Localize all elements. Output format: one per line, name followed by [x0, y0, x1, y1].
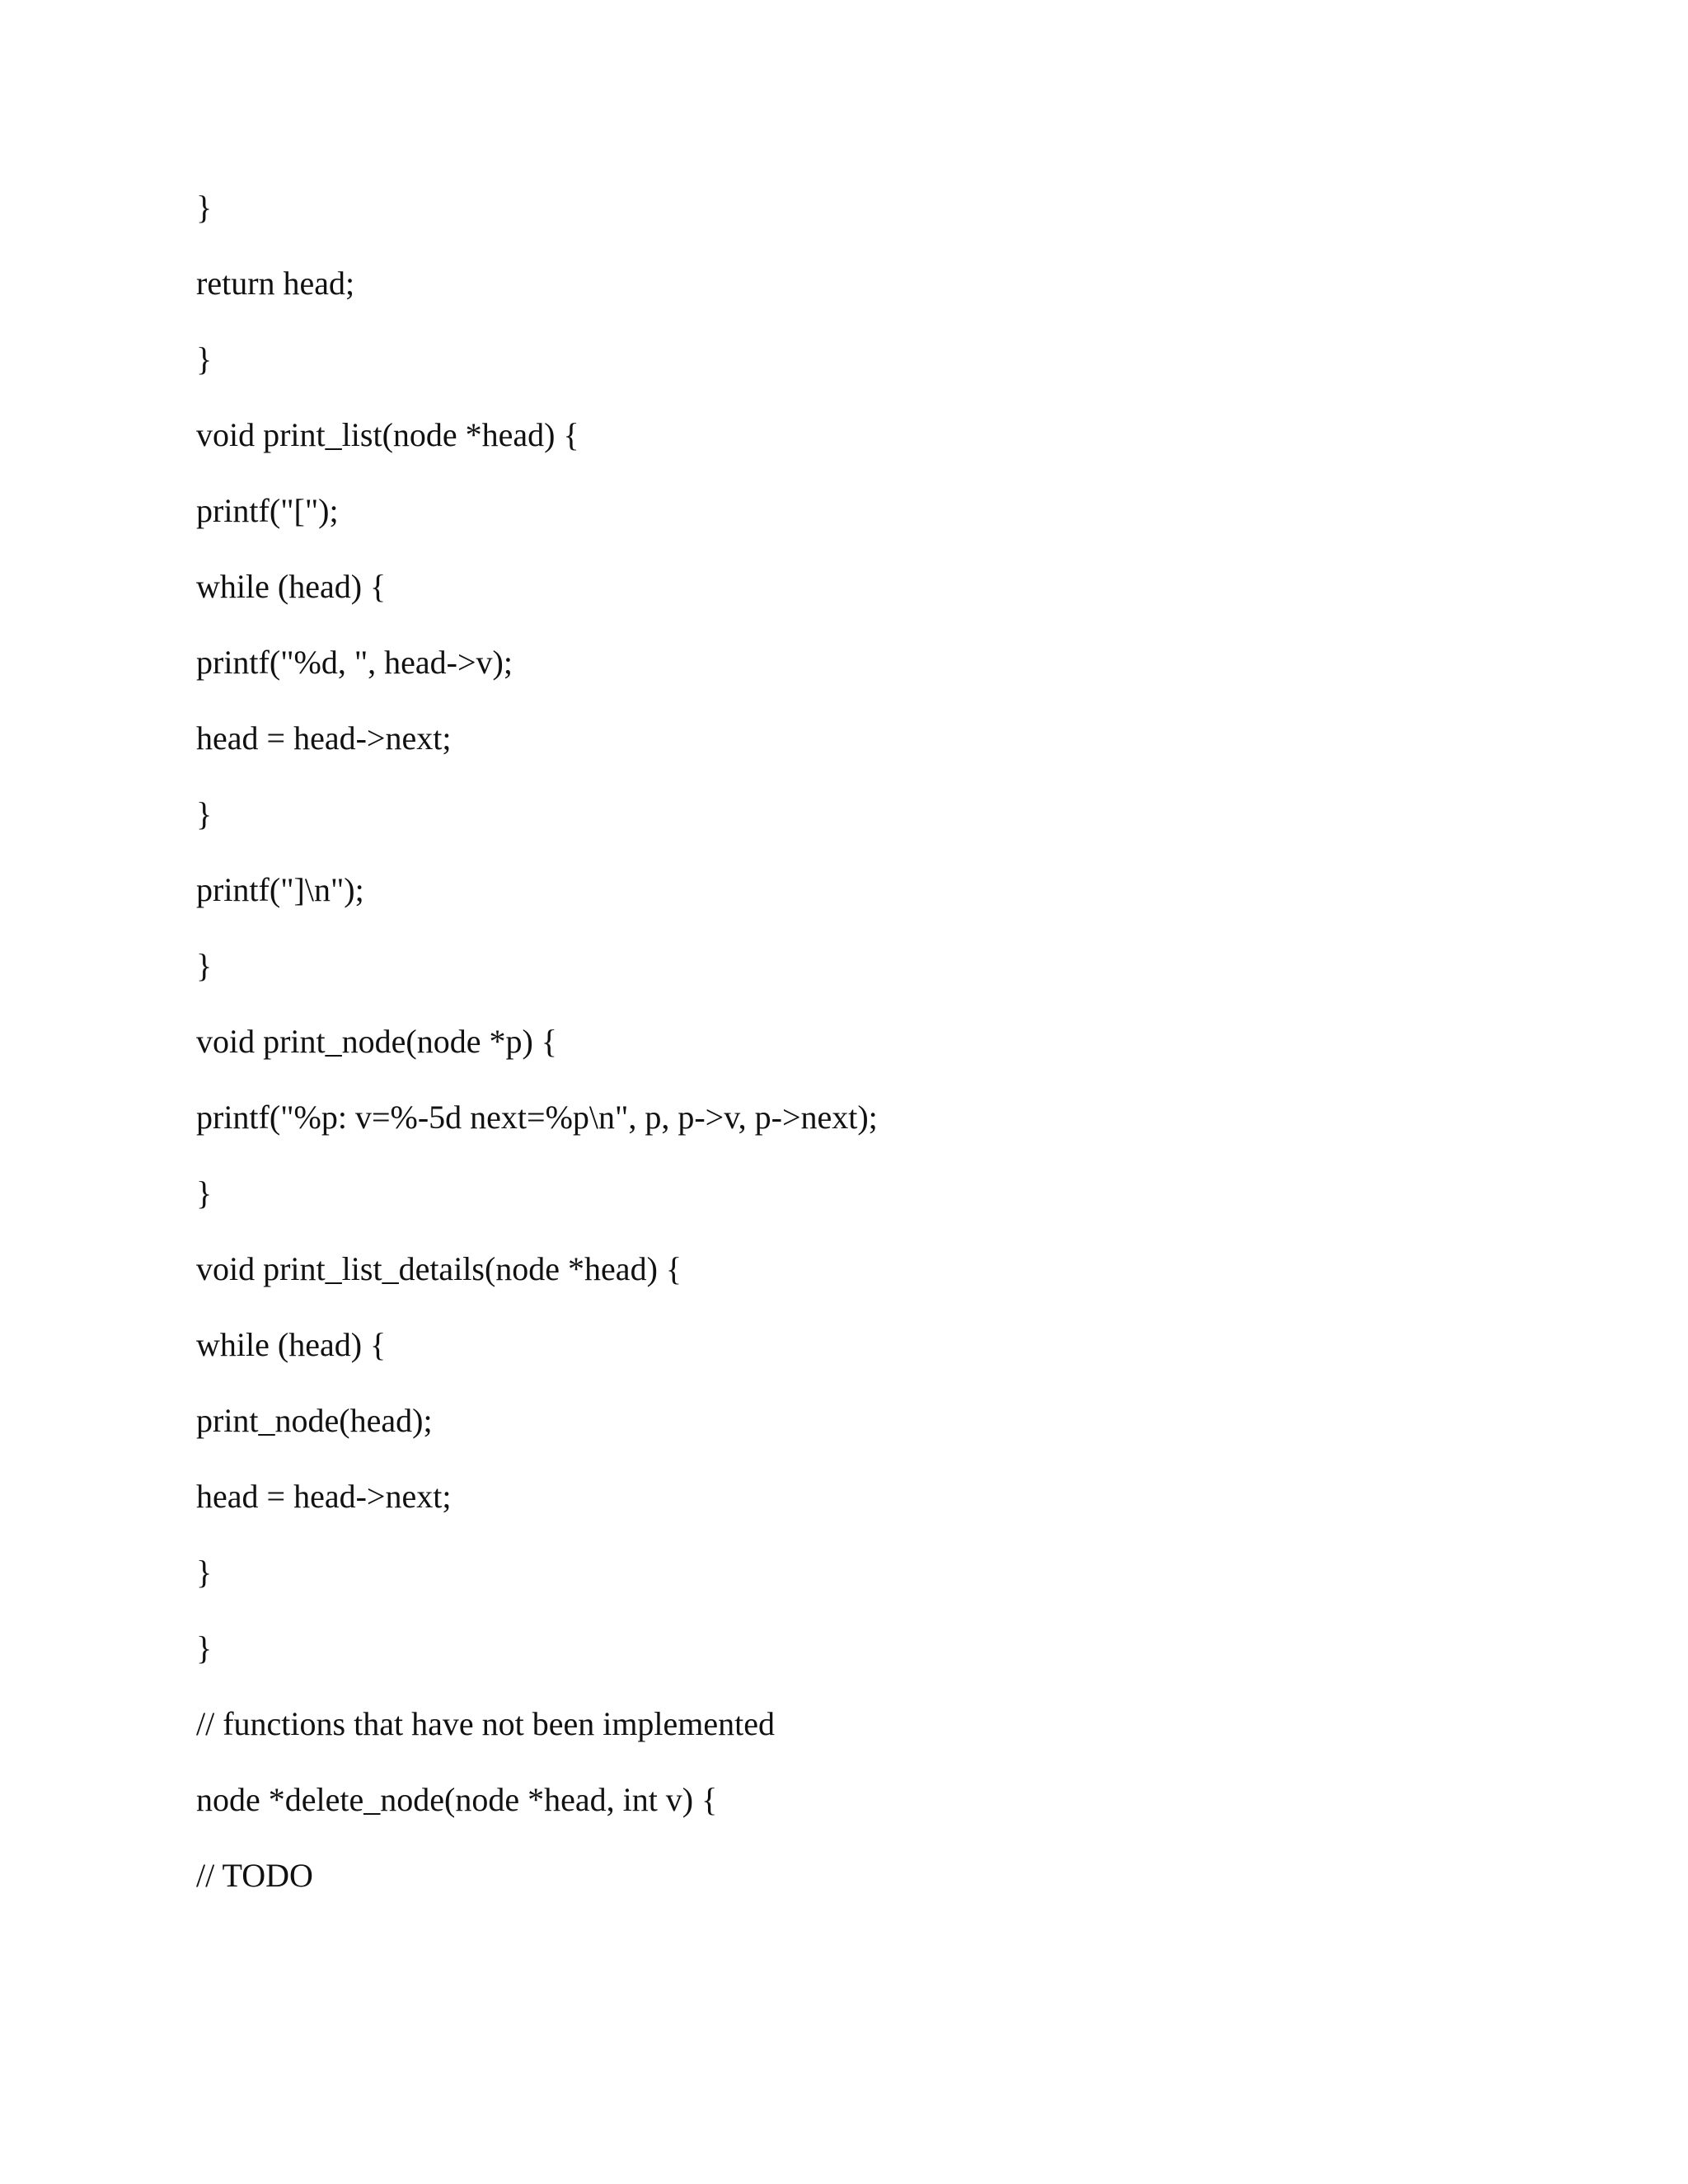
code-line: }	[196, 1174, 213, 1212]
code-comment: // functions that have not been implemented	[196, 1705, 776, 1742]
code-line: }	[196, 340, 213, 377]
code-line: }	[196, 189, 213, 226]
code-line: printf("%d, ", head->v);	[196, 644, 513, 681]
code-line: head = head->next;	[196, 1478, 452, 1515]
code-line: }	[196, 1554, 213, 1591]
code-line: }	[196, 795, 213, 832]
code-line: }	[196, 947, 213, 984]
code-line: printf("%p: v=%-5d next=%p\n", p, p->v, p->next);	[196, 1099, 878, 1136]
code-line: }	[196, 1629, 213, 1666]
code-line: printf("]\n");	[196, 871, 364, 908]
code-line: node *delete_node(node *head, int v) {	[196, 1781, 718, 1818]
code-line: while (head) {	[196, 568, 387, 605]
code-listing	[196, 191, 878, 1935]
code-line: return head;	[196, 265, 355, 302]
code-line: head = head->next;	[196, 719, 452, 757]
code-line: void print_node(node *p) {	[196, 1023, 558, 1060]
code-line: void print_list(node *head) {	[196, 416, 579, 453]
code-line: void print_list_details(node *head) {	[196, 1250, 682, 1287]
code-line: while (head) {	[196, 1326, 387, 1363]
code-comment: // TODO	[196, 1857, 313, 1894]
code-line: printf("[");	[196, 492, 339, 529]
code-line: print_node(head);	[196, 1402, 433, 1439]
